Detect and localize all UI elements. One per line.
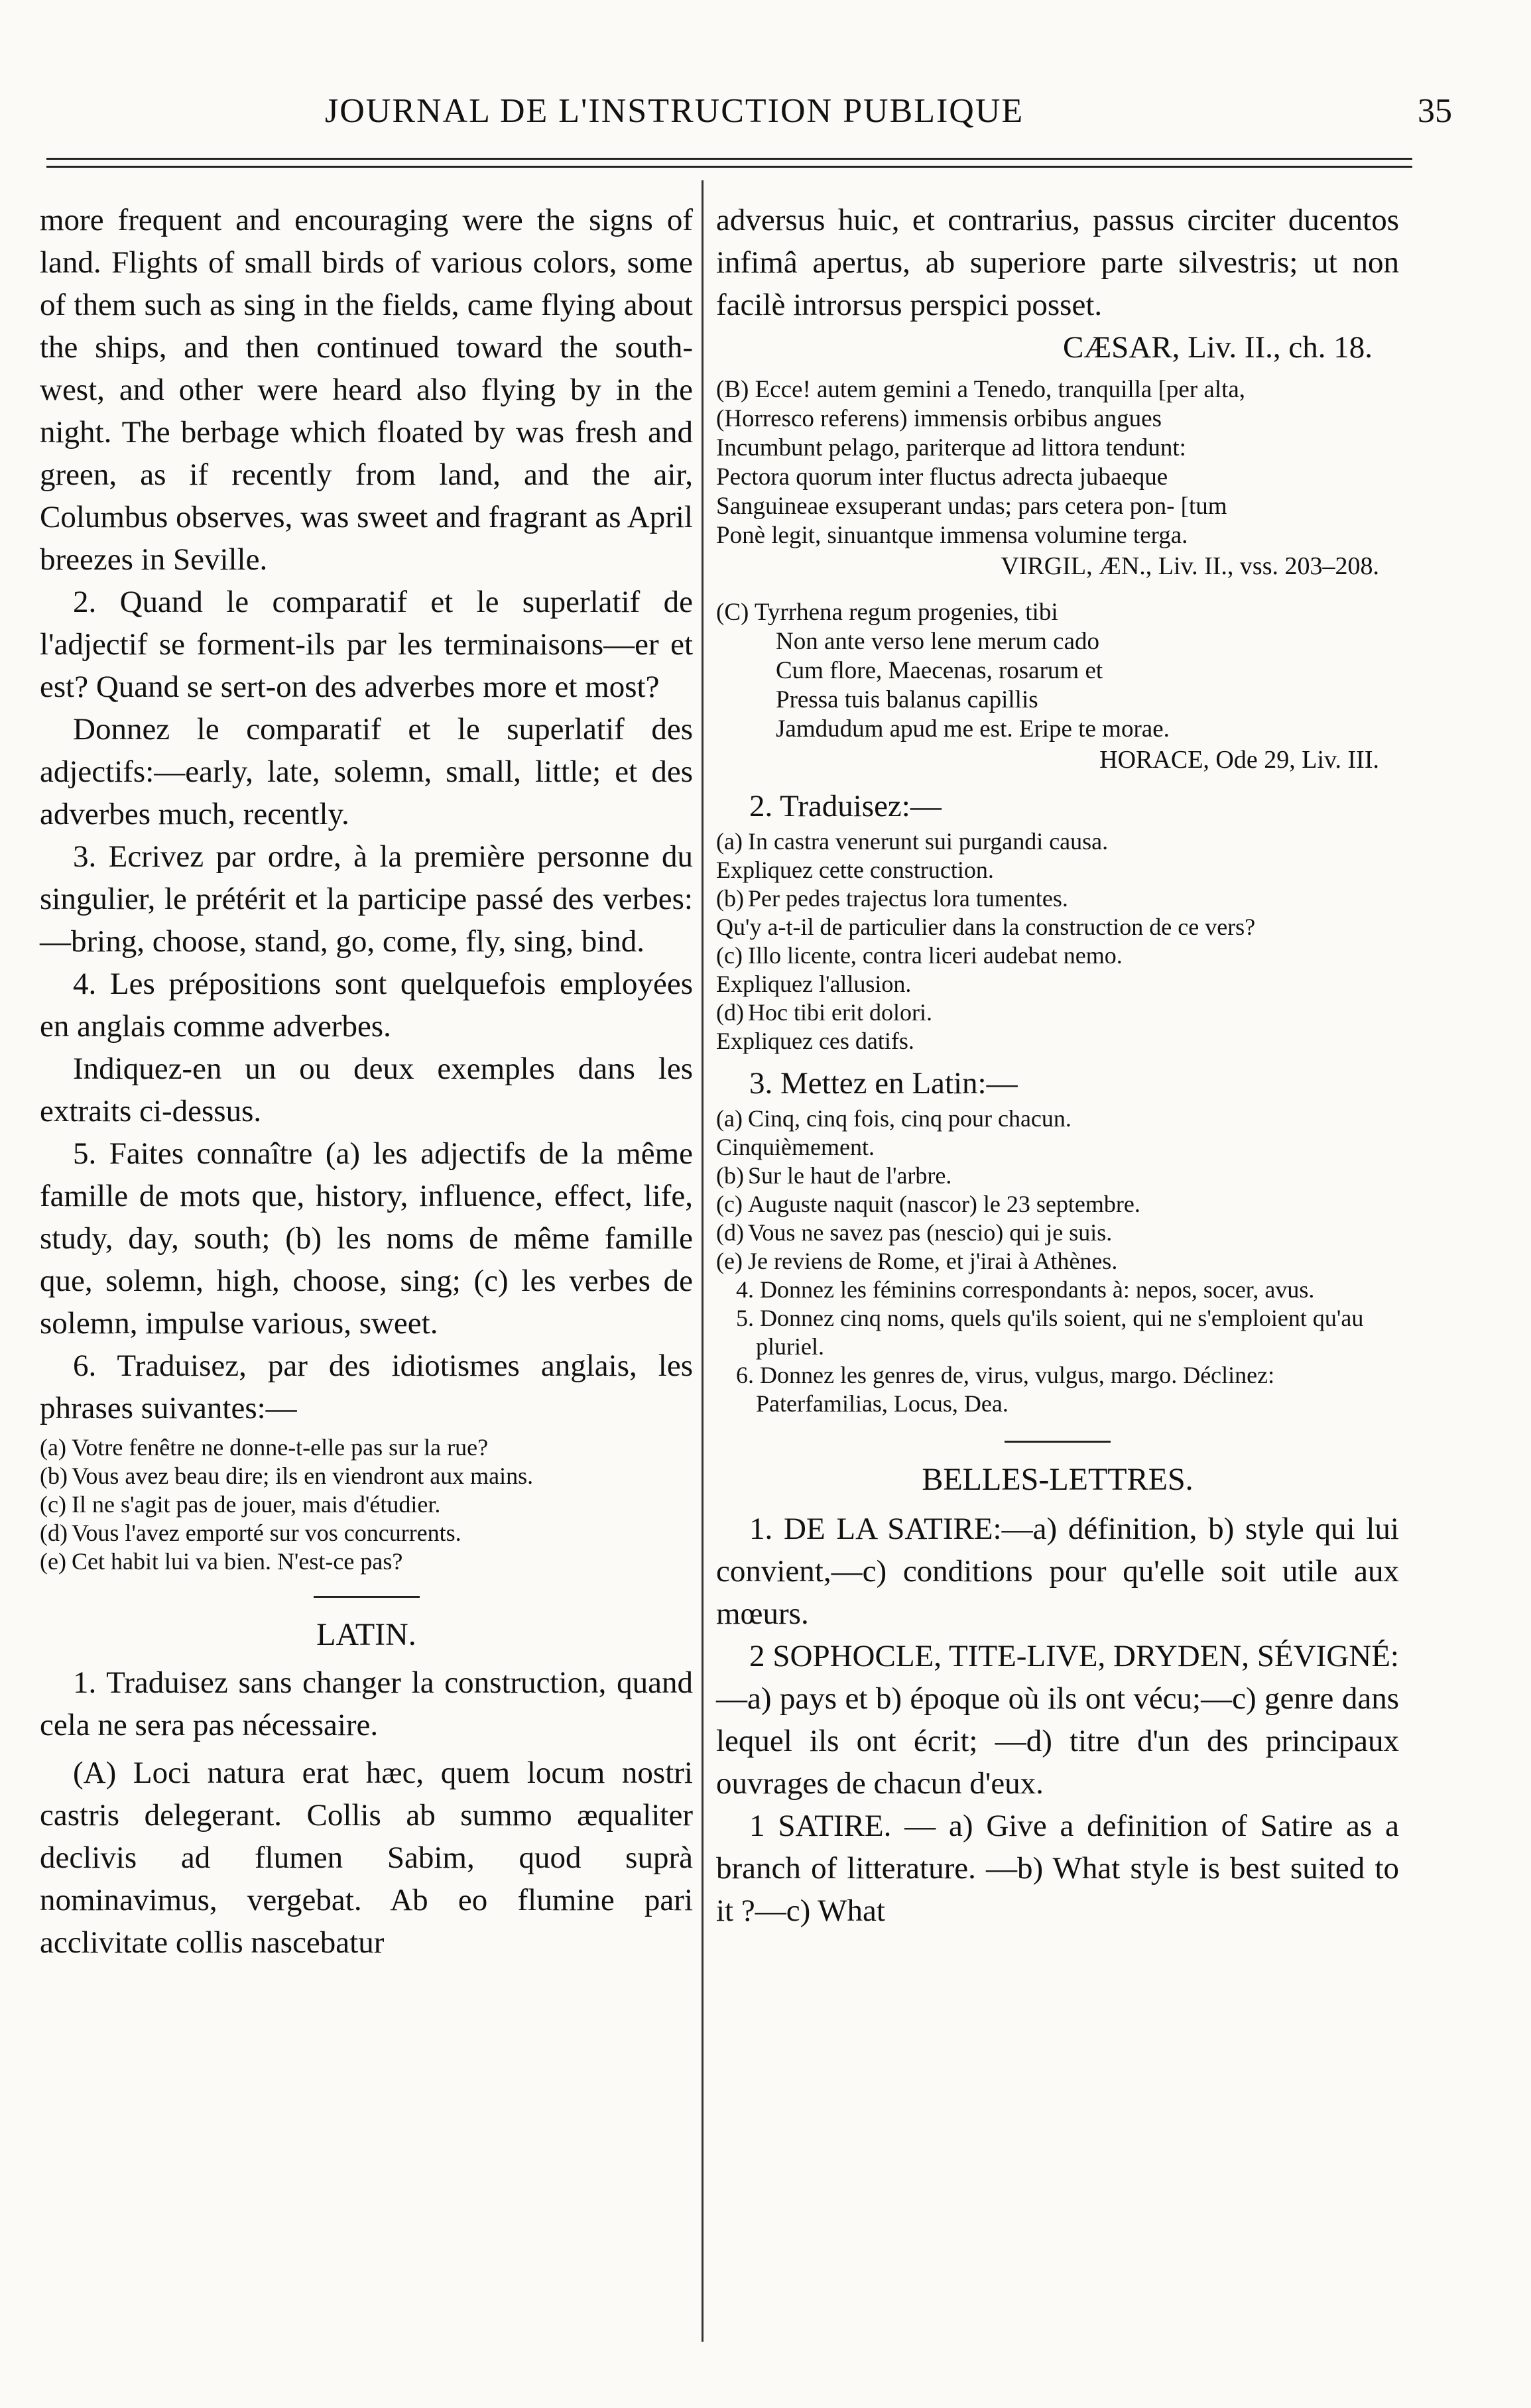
verse-line: Sanguineae exsuperant undas; pars cetera pon- [tum	[716, 493, 1227, 520]
verse-line: Jamdudum apud me est. Eripe te morae.	[776, 715, 1170, 743]
question-5: 5. Faites connaître (a) les adjectifs de la même famille de mots que, history, influence, effect, life, study, day, south; (b) les noms de même famille que, solemn, high, choose, sing; (c) les verbes de solemn, impulse various, sweet.	[40, 1136, 693, 1341]
question-2b: Donnez le comparatif et le superlatif des adjectifs:—early, late, solemn, small, little; et des adverbes much, recently.	[40, 712, 693, 831]
translate-item: (a) In castra venerunt sui purgandi causa. Expliquez cette construction.	[716, 828, 1109, 883]
header-rule-top	[46, 158, 1412, 160]
latin-item: (b) Sur le haut de l'arbre.	[716, 1162, 952, 1189]
caesar-passage-continued: adversus huic, et contrarius, passus circiter ducentos infimâ apertus, ab superiore parte silvestris; ut non facilè introrsus perspici posset.	[716, 203, 1399, 322]
q3-items	[716, 1105, 1399, 1276]
belles-lettres-question-satire: 1 SATIRE. — a) Give a definition of Satire as a branch of litterature. —b) What style is best suited to it ?—c) What	[716, 1809, 1399, 1928]
verse-line: Pressa tuis balanus capillis	[776, 686, 1038, 713]
question-2a: 2. Quand le comparatif et le superlatif de l'adjectif se forment-ils par les terminaisons—er et est? Quand se sert-on des adverbes more et most?	[40, 585, 693, 704]
horace-citation: HORACE, Ode 29, Liv. III.	[1099, 746, 1379, 774]
phrase-item: (a) Votre fenêtre ne donne-t-elle pas sur la rue?	[40, 1434, 489, 1461]
columbus-passage: more frequent and encouraging were the signs of land. Flights of small birds of various colors, some of them such as sing in the fields, came flying about the ships, and then continued toward the south-west, and other were heard also flying by in the night. The berbage which floated by was fresh and green, as if recently from land, and the air, Columbus observes, was sweet and fragrant as April breezes in Seville.	[40, 203, 693, 577]
caesar-citation: CÆSAR, Liv. II., ch. 18.	[1063, 330, 1373, 365]
section-rule	[1005, 1441, 1111, 1443]
latin-item: (d) Vous ne savez pas (nescio) qui je suis.	[716, 1219, 1113, 1246]
latin-item: (a) Cinq, cinq fois, cinq pour chacun. Cinquièmement.	[716, 1105, 1072, 1160]
phrase-item: (c) Il ne s'agit pas de jouer, mais d'étudier.	[40, 1491, 441, 1518]
belles-lettres-question-2: 2 SOPHOCLE, TITE-LIVE, DRYDEN, SÉVIGNÉ:—a) pays et b) époque où ils ont vécu;—c) genre dans lequel ils ont écrit; —d) titre d'un des principaux ouvrages de chacun d'eux.	[716, 1639, 1399, 1801]
latin-item: (e) Je reviens de Rome, et j'irai à Athènes.	[716, 1248, 1118, 1274]
question-4b: Indiquez-en un ou deux exemples dans les extraits ci-dessus.	[40, 1052, 693, 1128]
phrase-item: (b) Vous avez beau dire; ils en viendront aux mains.	[40, 1463, 534, 1489]
verse-line: Incumbunt pelago, pariterque ad littora tendunt:	[716, 434, 1186, 461]
latin-question-6: 6. Donnez les genres de, virus, vulgus, margo. Déclinez: Paterfamilias, Locus, Dea.	[736, 1362, 1275, 1417]
latin-question-4: 4. Donnez les féminins correspondants à: nepos, socer, avus.	[736, 1276, 1315, 1303]
latin-item: (c) Auguste naquit (nascor) le 23 septembre.	[716, 1191, 1140, 1217]
verse-line: Pectora quorum inter fluctus adrecta jubaeque	[716, 463, 1168, 491]
verse-line: (B) Ecce! autem gemini a Tenedo, tranquilla [per alta,	[716, 376, 1246, 403]
phrase-item: (e) Cet habit lui va bien. N'est-ce pas?	[40, 1548, 403, 1575]
question-6: 6. Traduisez, par des idiotismes anglais, les phrases suivantes:—	[40, 1349, 693, 1425]
verse-line: Cum flore, Maecenas, rosarum et	[776, 657, 1103, 684]
right-column	[716, 199, 1399, 1932]
belles-lettres-heading: BELLES-LETTRES.	[922, 1462, 1194, 1497]
left-column	[40, 199, 693, 1964]
verse-c	[716, 598, 1399, 744]
question-4a: 4. Les prépositions sont quelquefois employées en anglais comme adverbes.	[40, 967, 693, 1044]
verse-line: (Horresco referens) immensis orbibus angues	[716, 405, 1162, 432]
header-rule-bottom	[46, 166, 1412, 168]
running-head	[40, 91, 1492, 138]
page-number: 35	[1418, 92, 1452, 130]
latin-question-3: 3. Mettez en Latin:—	[749, 1066, 1018, 1101]
verse-line: Ponè legit, sinuantque immensa volumine terga.	[716, 522, 1188, 549]
latin-question-1: 1. Traduisez sans changer la construction, quand cela ne sera pas nécessaire.	[40, 1665, 693, 1742]
question-3: 3. Ecrivez par ordre, à la première personne du singulier, le prétérit et la participe passé des verbes:—bring, choose, stand, go, come, fly, sing, bind.	[40, 839, 693, 959]
verse-b	[716, 375, 1399, 550]
section-rule	[314, 1596, 420, 1598]
journal-title: JOURNAL DE L'INSTRUCTION PUBLIQUE	[325, 92, 1024, 130]
latin-question-2: 2. Traduisez:—	[749, 789, 942, 823]
virgil-citation: VIRGIL, ÆN., Liv. II., vss. 203–208.	[1001, 552, 1379, 580]
verse-line: (C) Tyrrhena regum progenies, tibi	[716, 599, 1058, 626]
q2-items	[716, 827, 1399, 1055]
latin-heading: LATIN.	[316, 1617, 416, 1652]
latin-passage-a: (A) Loci natura erat hæc, quem locum nostri castris delegerant. Collis ab summo æqualiter declivis ad flumen Sabim, quod suprà nominavimus, vergebat. Ab eo flumine pari acclivitate collis nascebatur	[40, 1756, 693, 1960]
translate-item: (d) Hoc tibi erit dolori. Expliquez ces datifs.	[716, 999, 932, 1054]
belles-lettres-question-1: 1. DE LA SATIRE:—a) définition, b) style qui lui convient,—c) conditions pour qu'elle soit utile aux mœurs.	[716, 1512, 1399, 1631]
phrase-item: (d) Vous l'avez emporté sur vos concurrents.	[40, 1520, 461, 1546]
translate-item: (b) Per pedes trajectus lora tumentes. Qu'y a-t-il de particulier dans la construction de ce vers?	[716, 885, 1256, 940]
latin-question-5: 5. Donnez cinq noms, quels qu'ils soient, qui ne s'emploient qu'au pluriel.	[736, 1305, 1364, 1360]
idiom-phrases	[40, 1433, 693, 1576]
column-divider	[702, 180, 704, 2342]
translate-item: (c) Illo licente, contra liceri audebat nemo. Expliquez l'allusion.	[716, 942, 1123, 997]
verse-line: Non ante verso lene merum cado	[776, 628, 1100, 655]
